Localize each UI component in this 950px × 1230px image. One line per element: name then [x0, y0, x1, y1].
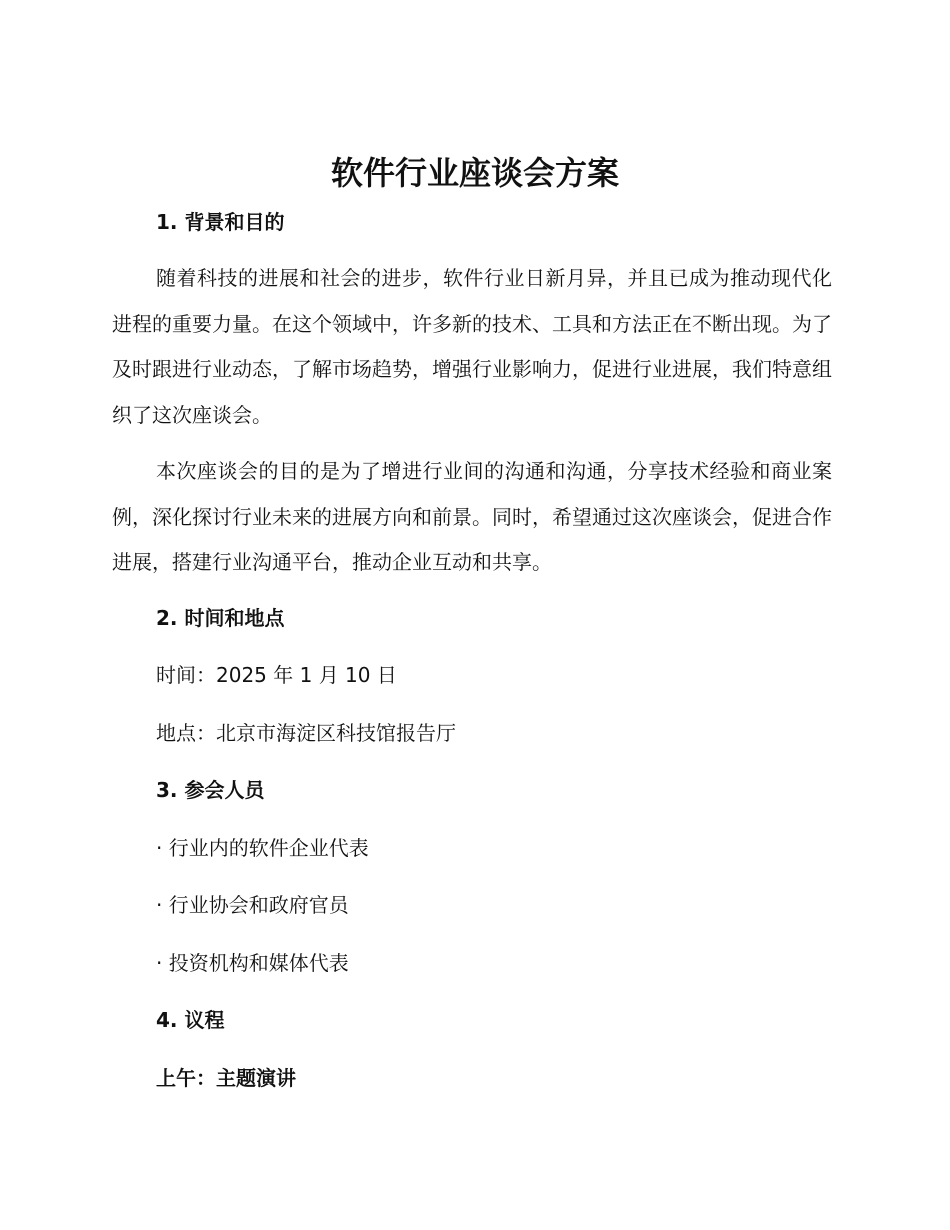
agenda-morning-heading: 上午：主题演讲: [156, 1066, 296, 1090]
document-title: 软件行业座谈会方案: [330, 154, 619, 192]
meeting-location: 地点：北京市海淀区科技馆报告厅: [156, 721, 456, 745]
section-heading-time-location: 2. 时间和地点: [156, 606, 285, 630]
paragraph-background: 随着科技的进展和社会的进步，软件行业日新月异，并且已成为推动现代化进程的重要力量。在这个领域中，许多新的技术、工具和方法正在不断出现。为了及时跟进行业动态，了解市场趋势，增强行业影响力，促进行业进展，我们特意组织了这次座谈会。: [112, 266, 832, 427]
paragraph-purpose: 本次座谈会的目的是为了增进行业间的沟通和沟通，分享技术经验和商业案例，深化探讨行业未来的进展方向和前景。同时，希望通过这次座谈会，促进合作进展，搭建行业沟通平台，推动企业互动和共享。: [112, 459, 832, 574]
section-heading-agenda: 4. 议程: [156, 1008, 225, 1032]
attendee-item: · 投资机构和媒体代表: [156, 951, 349, 975]
meeting-time: 时间：2025 年 1 月 10 日: [156, 663, 397, 687]
attendee-item: · 行业内的软件企业代表: [156, 836, 369, 860]
section-heading-background: 1. 背景和目的: [156, 210, 285, 234]
attendee-item: · 行业协会和政府官员: [156, 893, 349, 917]
section-heading-attendees: 3. 参会人员: [156, 778, 265, 802]
